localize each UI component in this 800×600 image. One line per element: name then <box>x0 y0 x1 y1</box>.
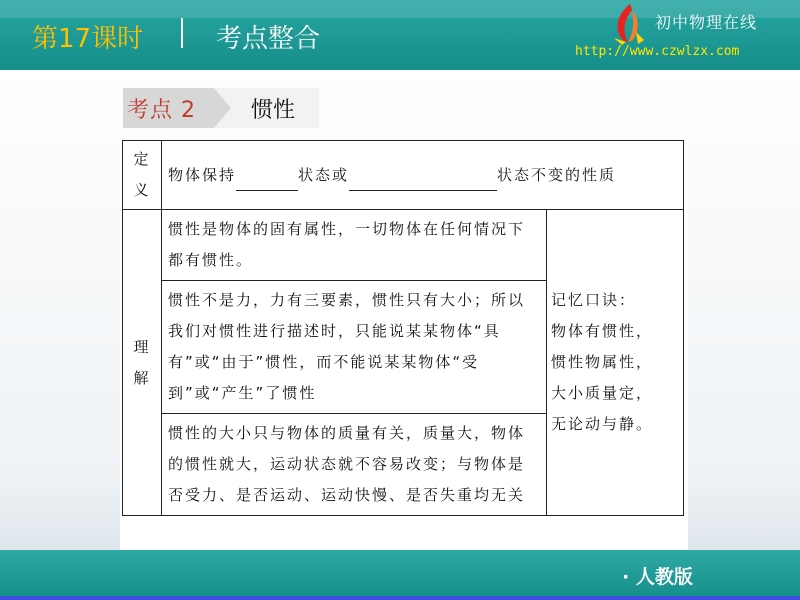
memory-rhyme-line: 无论动与静。 <box>551 415 654 433</box>
inertia-table-image <box>120 140 688 551</box>
understanding-cell: 惯性是物体的固有属性，一切物体在任何情况下都有惯性。 <box>162 210 547 281</box>
logo-name: 初中物理在线 <box>655 13 758 32</box>
understanding-row <box>123 210 684 281</box>
definition-cell <box>162 141 684 210</box>
memory-rhyme-line: 大小质量定， <box>551 384 654 402</box>
memory-rhyme-cell <box>547 210 684 516</box>
understanding-header <box>123 210 162 516</box>
definition-header-char: 定 <box>133 150 151 168</box>
definition-header-char: 义 <box>133 181 151 199</box>
definition-header <box>123 141 162 210</box>
footer-bar <box>0 550 800 600</box>
understanding-header-char: 解 <box>133 368 151 387</box>
logo-url[interactable]: http://www.czwlzx.com <box>575 44 740 59</box>
memory-rhyme-line: 物体有惯性， <box>551 322 654 340</box>
understanding-header-char: 理 <box>133 337 151 356</box>
definition-text-mid: 状态或 <box>298 165 350 184</box>
memory-rhyme-line: 记忆口诀： <box>551 291 637 309</box>
logo-icon <box>610 2 646 46</box>
inertia-table <box>122 140 684 516</box>
header-bar <box>0 0 800 70</box>
header-divider <box>181 18 183 48</box>
answer-blank[interactable] <box>236 172 298 191</box>
understanding-cell: 惯性的大小只与物体的质量有关，质量大，物体的惯性就大，运动状态就不容易改变；与物体是否受力、是否运动、运动快慢、是否失重均无关 <box>162 414 547 516</box>
tag-title: 惯性 <box>251 98 296 123</box>
answer-blank[interactable] <box>349 172 497 191</box>
topic-tag <box>123 88 319 128</box>
definition-text-pre: 物体保持 <box>168 165 237 184</box>
lesson-number: 第17课时 <box>32 24 144 54</box>
definition-text-post: 状态不变的性质 <box>497 165 617 184</box>
understanding-cell: 惯性不是力，力有三要素，惯性只有大小；所以我们对惯性进行描述时，只能说某某物体“具有”或“由于”惯性，而不能说某某物体“受到”或“产生”了惯性 <box>162 281 547 414</box>
section-title: 考点整合 <box>216 24 321 54</box>
edition-label: · 人教版 <box>622 566 693 588</box>
tag-label: 考点 2 <box>127 98 196 123</box>
memory-rhyme-line: 惯性物属性， <box>551 353 654 371</box>
definition-row <box>123 141 684 210</box>
